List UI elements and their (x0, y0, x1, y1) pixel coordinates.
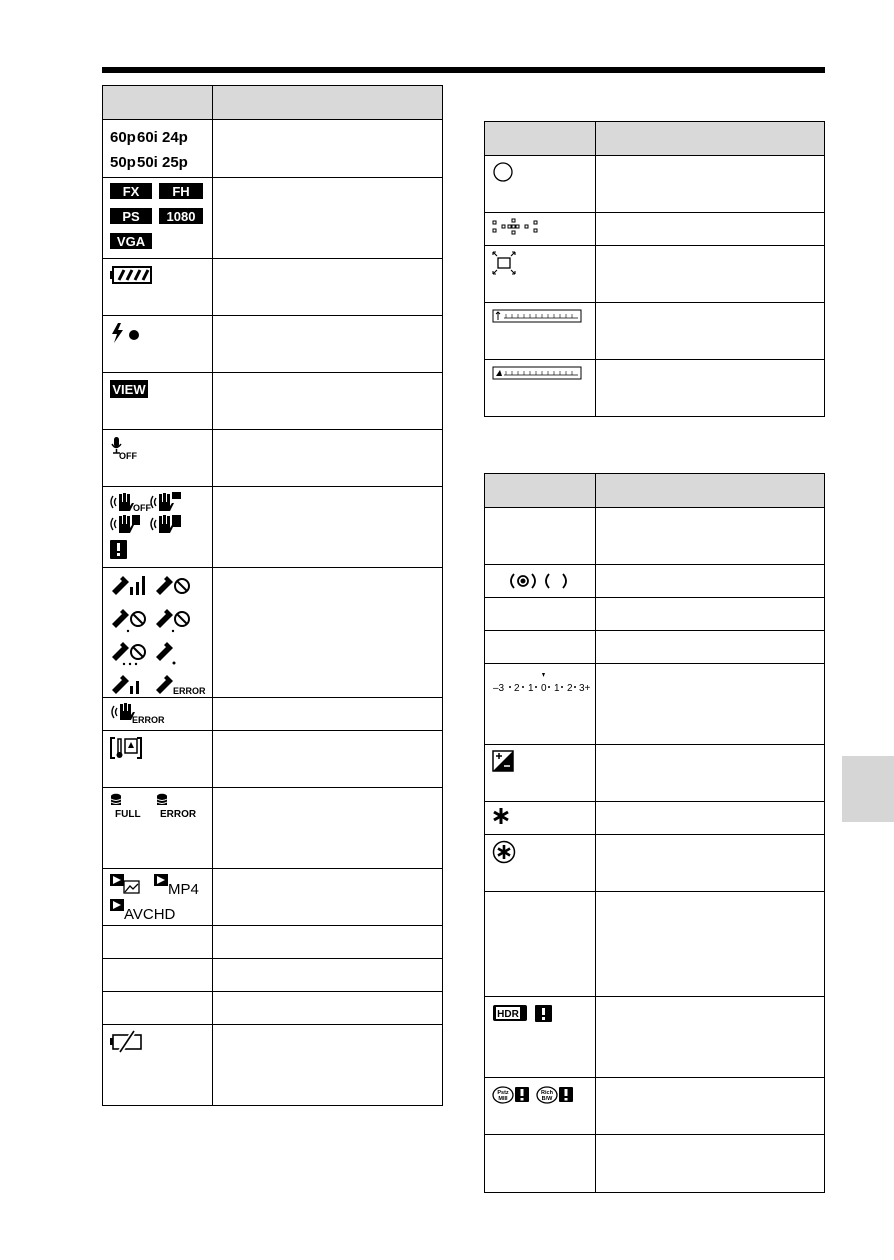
table-row (485, 835, 825, 892)
picture-effect-warning-icons (485, 1078, 595, 1107)
exposure-comp-icon (485, 745, 595, 772)
right-table-1 (484, 121, 825, 417)
table-row (485, 303, 825, 360)
af-indicator-icons (505, 565, 575, 591)
record-size-icons (103, 178, 212, 251)
flash-lock-icon (485, 835, 595, 866)
posterization-label-2: MIII (498, 1096, 508, 1102)
table-row (103, 1025, 443, 1106)
table-row (103, 120, 443, 178)
table-row (485, 745, 825, 802)
table-row (103, 926, 443, 959)
frame-rate-60p: 60p (110, 129, 136, 146)
frame-rate-25p: 25p (162, 154, 188, 171)
table-row (485, 508, 825, 565)
table-row (485, 631, 825, 664)
table-row (103, 731, 443, 788)
frame-rate-50i: 50i (137, 154, 158, 171)
playback-icons (103, 869, 212, 922)
table-row (103, 178, 443, 259)
size-fx-label: FX (122, 184, 140, 199)
top-rule (102, 67, 825, 73)
table-header (103, 86, 443, 120)
frame-rate-icons (103, 120, 212, 175)
table-row (485, 1078, 825, 1135)
view-icon (103, 373, 212, 400)
table-row (485, 213, 825, 246)
rich-bw-label-1: Rich (541, 1090, 553, 1096)
table-row (103, 869, 443, 926)
size-vga-label: VGA (116, 234, 146, 249)
database-error-label: ERROR (160, 809, 197, 820)
table-row (485, 892, 825, 997)
play-mp4-label: MP4 (168, 881, 199, 898)
gps-error-label: ERROR (173, 686, 206, 696)
mic-off-label: OFF (119, 451, 137, 461)
no-battery-icon (103, 1025, 212, 1054)
table-header (485, 474, 825, 508)
size-fh-label: FH (172, 184, 190, 199)
section-tab (842, 756, 894, 822)
exposure-scale-icon (485, 664, 595, 697)
frame-rate-50p: 50p (110, 154, 136, 171)
right-table-2 (484, 473, 825, 1193)
steadyshot-icons (103, 487, 212, 560)
flash-charge-icon (103, 316, 212, 345)
posterization-label-1: Pstz (497, 1090, 509, 1096)
gps-icons (103, 568, 212, 697)
table-row (103, 568, 443, 698)
size-1080-label: 1080 (166, 209, 196, 224)
hdr-warning-icons (485, 997, 595, 1026)
rich-bw-label-2: B/W (541, 1096, 553, 1102)
mic-off-icon (103, 430, 212, 461)
table-row (103, 487, 443, 568)
scale-label-minus2: 2 (514, 683, 520, 694)
table-row (485, 1135, 825, 1193)
scale-label-zero: 0 (541, 683, 547, 694)
table-row (485, 246, 825, 303)
steadyshot-error-icon (103, 698, 212, 725)
table-row (103, 959, 443, 992)
table-row (485, 598, 825, 631)
steadyshot-error-label: ERROR (132, 715, 165, 725)
table-row (103, 259, 443, 316)
aperture-scale-icon (485, 360, 595, 383)
scale-label-plus1: 1 (554, 683, 560, 694)
steadyshot-off-label: OFF (133, 503, 151, 513)
scale-label-minus3: –3 (493, 683, 505, 694)
scale-label-plus3: 3+ (579, 683, 591, 694)
table-row (485, 997, 825, 1078)
view-label: VIEW (112, 382, 146, 397)
spot-circle-icon (485, 156, 595, 185)
frame-rate-60i: 60i (137, 129, 158, 146)
hdr-label: HDR (497, 1009, 519, 1020)
table-row (485, 664, 825, 745)
face-frame-icon (485, 246, 595, 277)
scale-label-plus2: 2 (567, 683, 573, 694)
table-row (103, 788, 443, 869)
table-row (103, 316, 443, 373)
overheat-icon (103, 731, 212, 760)
table-row (103, 430, 443, 487)
shutter-scale-icon (485, 303, 595, 326)
ae-lock-icon (485, 802, 595, 827)
database-icons (103, 788, 212, 821)
table-row (485, 360, 825, 417)
table-row (485, 156, 825, 213)
table-row (485, 565, 825, 598)
size-ps-label: PS (122, 209, 140, 224)
database-full-label: FULL (115, 809, 141, 820)
table-row (485, 802, 825, 835)
scale-label-minus1: 1 (528, 683, 534, 694)
af-points-icon (485, 213, 595, 238)
table-header (485, 122, 825, 156)
left-table (102, 85, 443, 1106)
table-row (103, 698, 443, 731)
battery-icon (103, 259, 212, 286)
table-row (103, 373, 443, 430)
play-avchd-label: AVCHD (124, 906, 176, 922)
frame-rate-24p: 24p (162, 129, 188, 146)
table-row (103, 992, 443, 1025)
